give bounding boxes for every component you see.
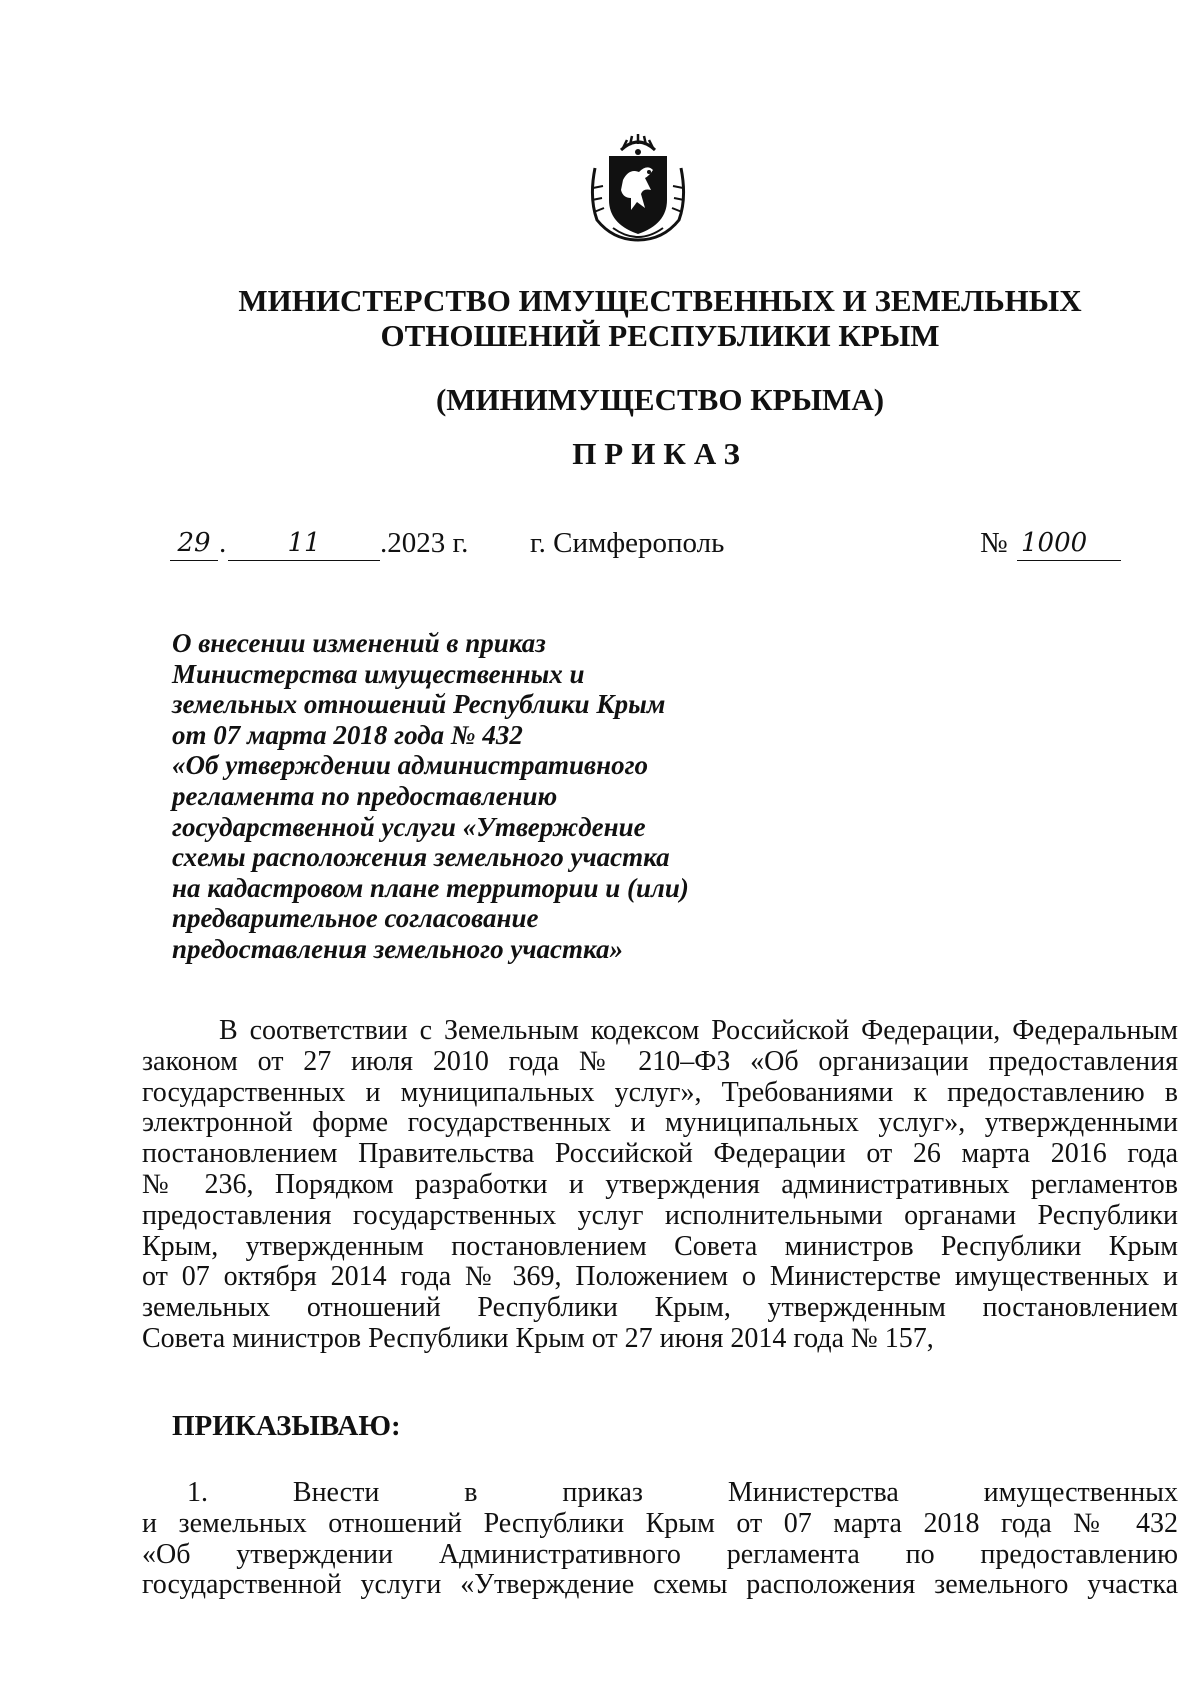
coat-of-arms-emblem: [583, 128, 693, 246]
order-directive-word: ПРИКАЗЫВАЮ:: [172, 1410, 401, 1442]
ministry-name-line-1: МИНИСТЕРСТВО ИМУЩЕСТВЕННЫХ И ЗЕМЕЛЬНЫХ: [238, 283, 1082, 318]
subject-line: предоставления земельного участка»: [172, 933, 623, 964]
subject-line: Министерства имущественных и: [172, 658, 585, 689]
preamble-line: Крым, утвержденным постановлением Совета министров Республики Крым: [142, 1231, 1178, 1262]
preamble-line: В соответствии с Земельным кодексом Российской Федерации, Федеральным: [219, 1016, 1178, 1046]
preamble-line: электронной форме государственных и муниципальных услуг», утвержденными: [142, 1108, 1178, 1139]
date-separator: .: [219, 527, 227, 559]
date-day-handwritten: 29: [170, 526, 218, 561]
ministry-name-line-2: ОТНОШЕНИЙ РЕСПУБЛИКИ КРЫМ: [380, 318, 940, 353]
subject-line: схемы расположения земельного участка: [172, 842, 670, 873]
subject-line: предварительное согласование: [172, 903, 539, 934]
document-type-title: ПРИКАЗ: [572, 436, 748, 471]
order-item-1: [142, 1478, 1178, 1601]
subject-line: государственной услуги «Утверждение: [172, 811, 646, 842]
preamble-line: Совета министров Республики Крым от 27 июня 2014 года № 157,: [142, 1322, 934, 1354]
preamble-line: предоставления государственных услуг исполнительными органами Республики: [142, 1200, 1178, 1231]
item-line: и земельных отношений Республики Крым от 07 марта 2018 года № 432: [142, 1508, 1178, 1539]
preamble-line: от 07 октября 2014 года № 369, Положением о Министерстве имущественных и: [142, 1262, 1178, 1293]
number-sign: №: [980, 527, 1008, 559]
subject-line: от 07 марта 2018 года № 432: [172, 719, 523, 750]
order-subject: [172, 628, 792, 965]
item-line: государственной услуги «Утверждение схемы расположения земельного участка: [142, 1570, 1178, 1601]
preamble-line: государственных и муниципальных услуг», Требованиями к предоставлению в: [142, 1077, 1178, 1108]
preamble-line: № 236, Порядком разработки и утверждения административных регламентов: [142, 1169, 1178, 1200]
subject-line: регламента по предоставлению: [172, 780, 558, 811]
preamble-line: постановлением Правительства Российской Федерации от 26 марта 2016 года: [142, 1139, 1178, 1170]
item-line: 1. Внести в приказ Министерства имущественных: [187, 1478, 1178, 1508]
subject-line: «Об утверждении административного: [172, 750, 649, 781]
document-number-handwritten: 1000: [1017, 526, 1121, 561]
ministry-short-name: (МИНИМУЩЕСТВО КРЫМА): [435, 382, 885, 417]
preamble-paragraph: [142, 1016, 1178, 1355]
date-number-line: [0, 526, 1200, 566]
date-month-handwritten: 11: [228, 526, 380, 561]
subject-line: на кадастровом плане территории и (или): [172, 872, 689, 903]
preamble-line: законом от 27 июля 2010 года № 210–ФЗ «Об организации предоставления: [142, 1046, 1178, 1077]
date-year: .2023 г.: [380, 527, 469, 559]
subject-line: земельных отношений Республики Крым: [172, 689, 666, 720]
item-line: «Об утверждении Административного регламента по предоставлению: [142, 1539, 1178, 1570]
subject-line: О внесении изменений в приказ: [172, 628, 546, 658]
city-name: г. Симферополь: [530, 527, 725, 559]
preamble-line: земельных отношений Республики Крым, утвержденным постановлением: [142, 1293, 1178, 1324]
